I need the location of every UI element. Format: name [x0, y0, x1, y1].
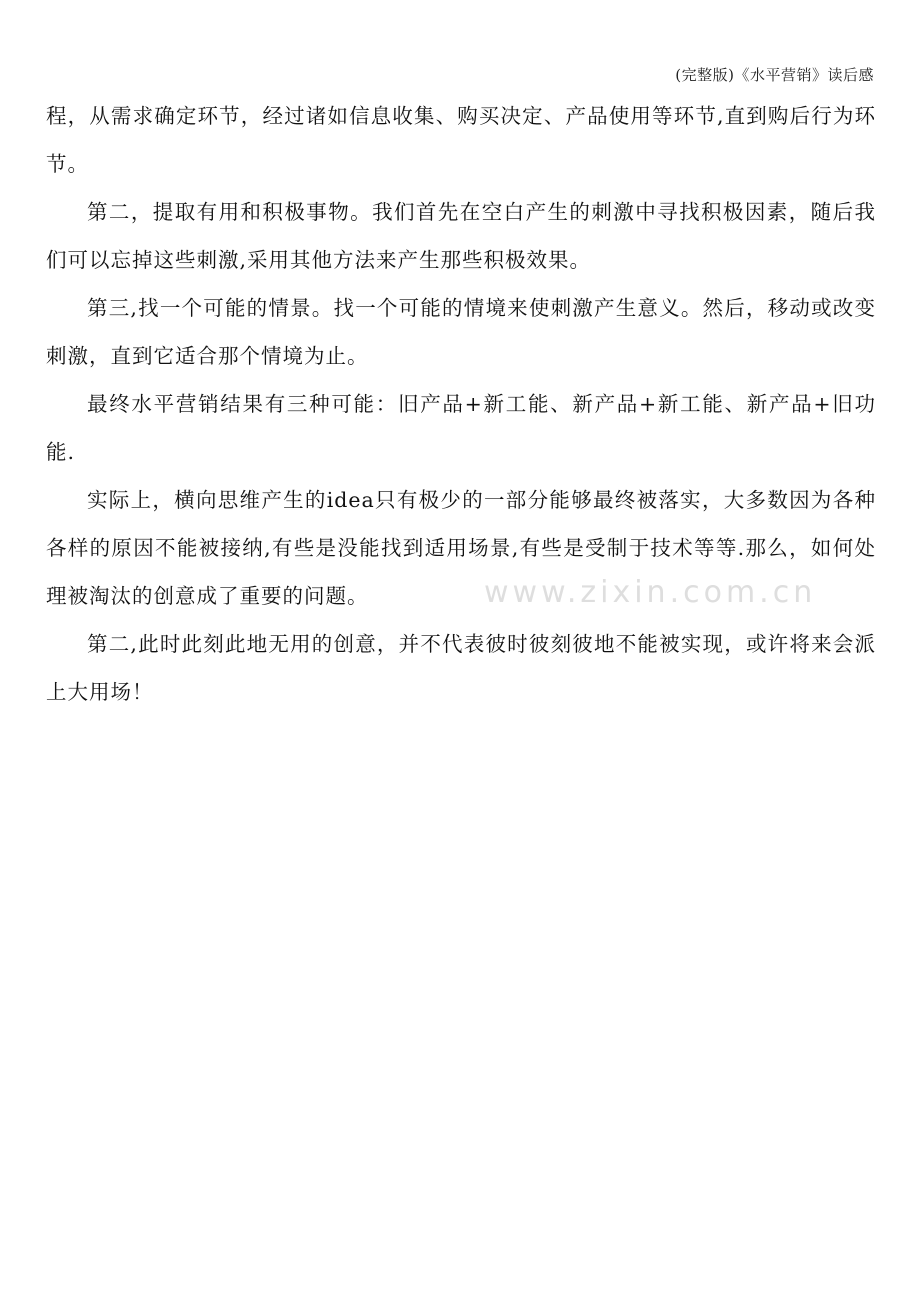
paragraph-idea-adoption: 实际上，横向思维产生的idea只有极少的一部分能够最终被落实，大多数因为各种各样的原因不能被接纳,有些是没能找到适用场景,有些是受制于技术等等.那么，如何处理被淘汰的创意成了重要的问题。 [46, 488, 876, 608]
document-header: (完整版)《水平营销》读后感 [675, 66, 874, 84]
paragraph-outcomes: 最终水平营销结果有三种可能：旧产品+新工能、新产品+新工能、新产品+旧功能. [46, 392, 876, 464]
paragraph-second-step: 第二，提取有用和积极事物。我们首先在空白产生的刺激中寻找积极因素，随后我们可以忘掉这些刺激,采用其他方法来产生那些积极效果。 [46, 200, 876, 272]
watermark: www.zixin.com.cn [484, 575, 817, 610]
paragraph-future-use: 第二,此时此刻此地无用的创意，并不代表彼时彼刻彼地不能被实现，或许将来会派上大用场！ [46, 632, 876, 704]
paragraph-third-step: 第三,找一个可能的情景。找一个可能的情境来使刺激产生意义。然后，移动或改变刺激，直到它适合那个情境为止。 [46, 296, 876, 368]
paragraph-continuation: 程，从需求确定环节，经过诸如信息收集、购买决定、产品使用等环节,直到购后行为环节。 [46, 104, 876, 176]
document-body [46, 92, 876, 716]
